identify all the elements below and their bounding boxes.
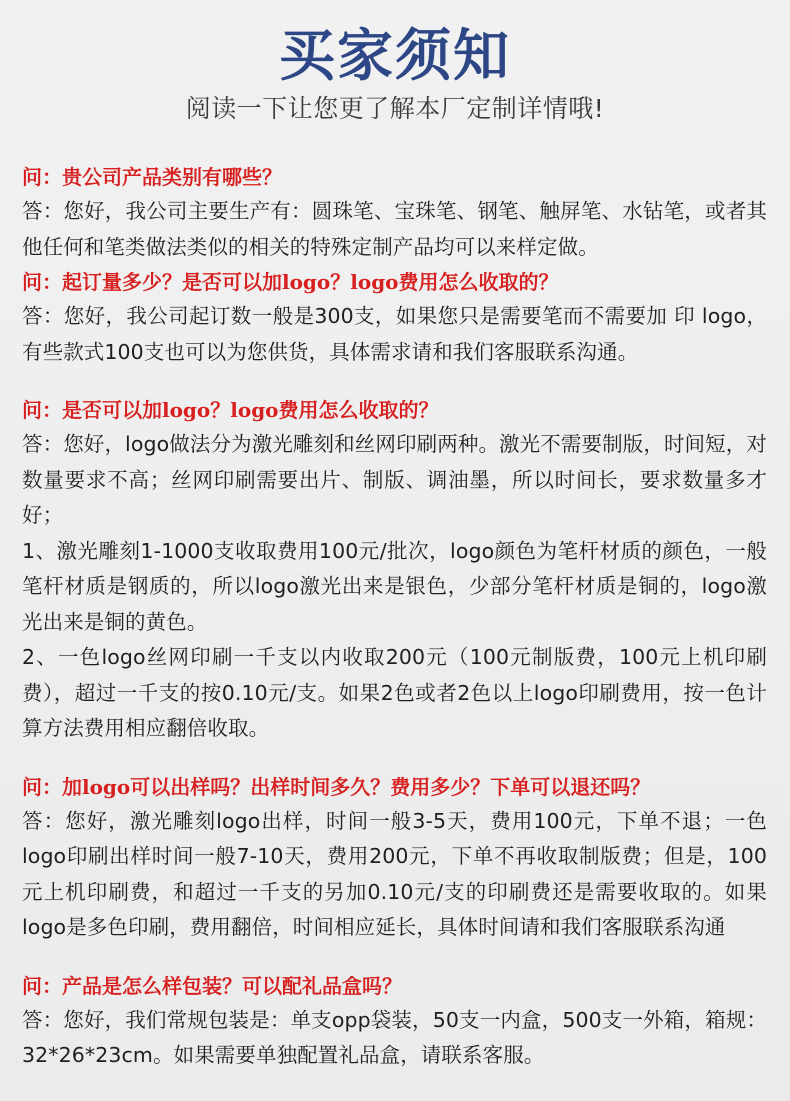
faq-answer-paragraph: 答：您好，激光雕刻logo出样，时间一般3-5天，费用100元，下单不退；一色logo印刷出样时间一般7-10天，费用200元，下单不再收取制版费；但是，100元上机印刷费，和超过一千支的另加0.10元/支的印刷费还是需要收取的。如果logo是多色印刷，费用翻倍，时间相应延长，具体时间请和我们客服联系沟通: [22, 808, 767, 939]
faq-answer-paragraph: 答：您好，logo做法分为激光雕刻和丝网印刷两种。激光不需要制版，时间短，对数量要求不高；丝网印刷需要出片、制版、调油墨，所以时间长，要求数量多才好；: [22, 432, 767, 527]
faq-question: 问：起订量多少？是否可以加logo？logo费用怎么收取的？: [22, 270, 559, 294]
faq-question: 问：加logo可以出样吗？出样时间多久？费用多少？下单可以退还吗？: [22, 774, 651, 799]
faq-list: [22, 160, 767, 1097]
faq-answer: [22, 427, 767, 747]
faq-answer-paragraph: 答：您好，我们常规包装是：单支opp袋装，50支一内盒，500支一外箱，箱规：32*26*23cm。如果需要单独配置礼品盒，请联系客服。: [22, 1007, 767, 1067]
faq-answer-paragraph: 答：您好，我公司主要生产有：圆珠笔、宝珠笔、钢笔、触屏笔、水钻笔，或者其他任何和笔类做法类似的相关的特殊定制产品均可以来样定做。: [22, 199, 767, 259]
faq-answer-paragraph: 2、一色logo丝网印刷一千支以内收取200元（100元制版费，100元上机印刷费），超过一千支的按0.10元/支。如果2色或者2色以上logo印刷费用，按一色计算方法费用相应翻倍收取。: [22, 645, 767, 740]
faq-section-logo-fees: [22, 393, 767, 747]
faq-section-sample-policy: [22, 770, 767, 946]
faq-question: 问：贵公司产品类别有哪些？: [22, 165, 282, 189]
faq-section-minimum-order: [22, 265, 767, 370]
faq-question: 问：产品是怎么样包装？可以配礼品盒吗？: [22, 973, 402, 998]
faq-section-packaging: [22, 969, 767, 1074]
page-title: 买家须知: [279, 24, 511, 89]
faq-section-product-categories: [22, 160, 767, 265]
page-subtitle: 阅读一下让您更了解本厂定制详情哦!: [185, 94, 605, 123]
faq-answer: [22, 1003, 767, 1074]
faq-answer: [22, 804, 767, 946]
faq-answer-paragraph: 答：您好，我公司起订数一般是300支，如果您只是需要笔而不需要加 印 logo，有些款式100支也可以为您供货，具体需求请和我们客服联系沟通。: [22, 304, 767, 364]
faq-question: 问：是否可以加logo？logo费用怎么收取的？: [22, 398, 439, 422]
faq-answer: [22, 194, 767, 265]
faq-answer: [22, 299, 767, 370]
faq-answer-paragraph: 1、激光雕刻1-1000支收取费用100元/批次，logo颜色为笔杆材质的颜色，一般笔杆材质是钢质的，所以logo激光出来是银色，少部分笔杆材质是铜的，logo激光出来是铜的黄色。: [22, 538, 767, 634]
